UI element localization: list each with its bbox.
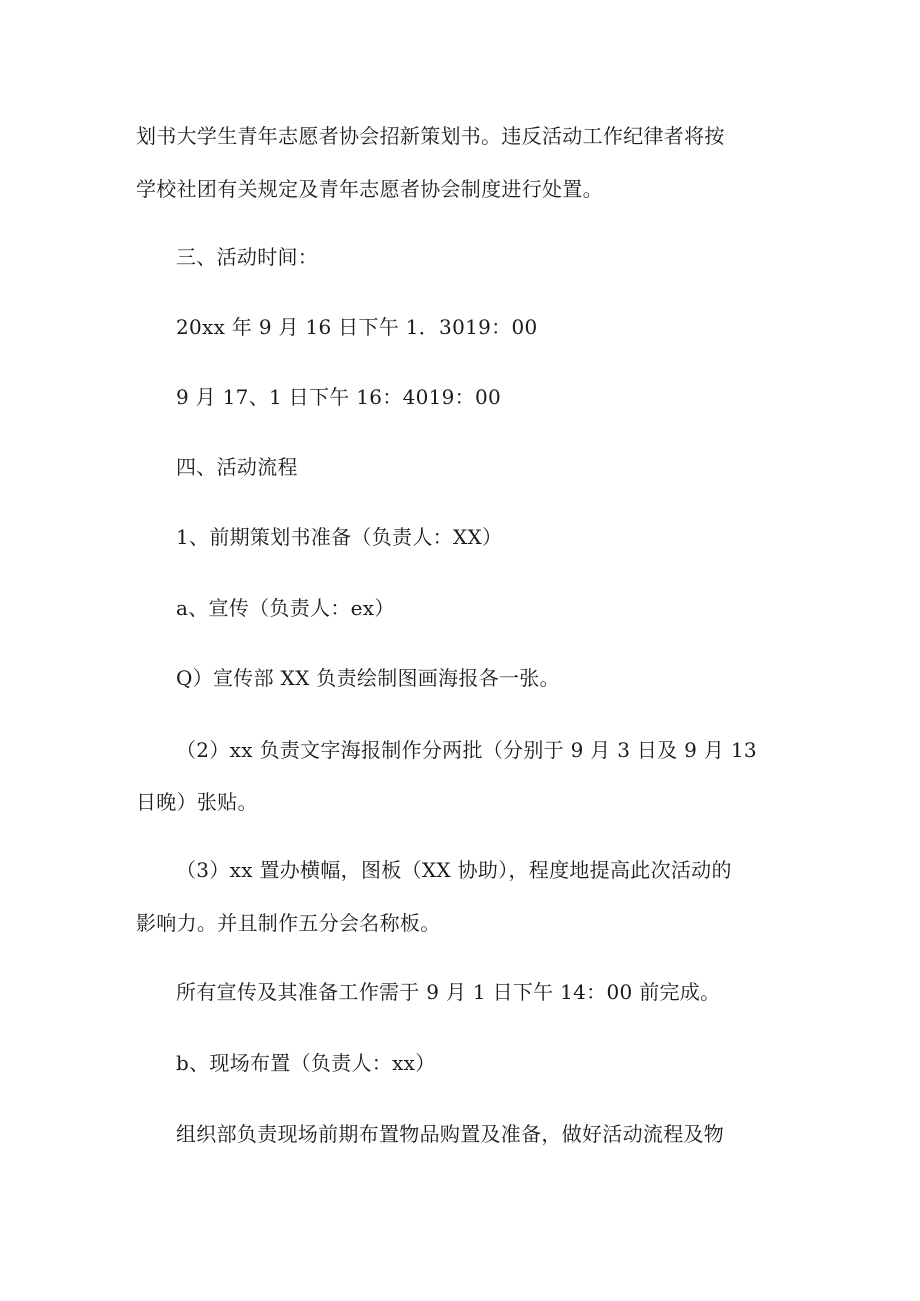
body-text-line: （3）xx 置办横幅，图板（XX 协助），程度地提高此次活动的	[176, 858, 732, 882]
body-text-line: 影响力。并且制作五分会名称板。	[136, 911, 441, 935]
subsection-heading: 1、前期策划书准备（负责人：XX）	[176, 525, 503, 549]
body-text-line: 所有宣传及其准备工作需于 9 月 1 日下午 14：00 前完成。	[176, 980, 721, 1004]
subsection-heading: b、现场布置（负责人：xx）	[176, 1051, 436, 1075]
body-text-line: 学校社团有关规定及青年志愿者协会制度进行处置。	[136, 177, 603, 201]
body-text-line: 组织部负责现场前期布置物品购置及准备，做好活动流程及物	[176, 1122, 725, 1146]
section-heading: 三、活动时间：	[176, 245, 319, 269]
body-text-line: Q）宣传部 XX 负责绘制图画海报各一张。	[176, 666, 560, 690]
section-heading: 四、活动流程	[176, 455, 298, 479]
body-text-line: （2）xx 负责文字海报制作分两批（分别于 9 月 3 日及 9 月 13	[176, 738, 757, 762]
body-text-line: 20xx 年 9 月 16 日下午 1．3019：00	[176, 315, 538, 339]
subsection-heading: a、宣传（负责人：ex）	[176, 596, 395, 620]
body-text-line: 9 月 17、1 日下午 16：4019：00	[176, 385, 502, 409]
body-text-line: 日晚）张贴。	[136, 790, 258, 814]
body-text-line: 划书大学生青年志愿者协会招新策划书。违反活动工作纪律者将按	[136, 124, 725, 148]
